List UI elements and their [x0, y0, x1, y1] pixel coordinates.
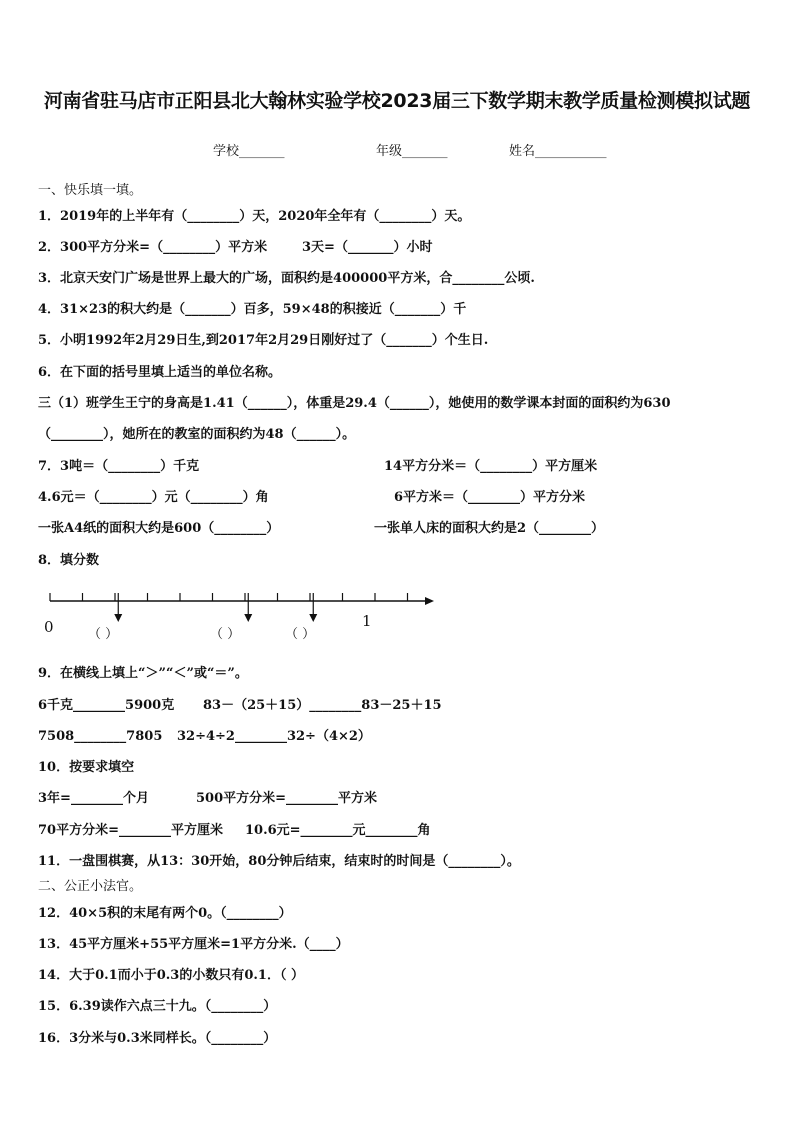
question-10b: 500平方分米=________平方米 [196, 791, 378, 806]
question-10c: 70平方分米=________平方厘米 [38, 823, 223, 838]
question-7c: 4.6元＝（________）元（________）角 [38, 490, 269, 505]
question-10d: 10.6元=________元________角 [245, 823, 431, 838]
question-7a: 7．3吨＝（________）千克 [38, 459, 200, 474]
section-heading-1: 一、快乐填一填。 [38, 183, 143, 198]
name-field[interactable]: 姓名___________ [509, 144, 607, 159]
question-1: 1．2019年的上半年有（________）天，2020年全年有（________）天。 [38, 209, 471, 224]
question-5: 5．小明1992年2月29日生,到2017年2月29日刚好过了（_______）个生日. [38, 333, 489, 348]
question-14: 14．大于0.1而小于0.3的小数只有0.1．（ ） [38, 968, 304, 983]
number-line-answer-blank[interactable]: （ ） [88, 627, 119, 642]
number-line-end-label: 1 [362, 612, 372, 630]
question-15: 15．6.39读作六点三十九。（________） [38, 999, 277, 1014]
grade-field[interactable]: 年级_______ [376, 144, 448, 159]
number-line-arrowhead [425, 597, 434, 605]
number-line-start-label: 0 [44, 618, 54, 636]
question-9d: 32÷4÷2________32÷（4×2） [177, 729, 371, 744]
question-12: 12．40×5积的末尾有两个0。（________） [38, 906, 292, 921]
number-line-pointer-head [244, 614, 252, 622]
question-9: 9．在横线上填上“＞”“＜”或“＝”。 [38, 666, 248, 681]
question-4: 4．31×23的积大约是（_______）百多，59×48的积接近（_______）千 [38, 302, 467, 317]
question-7e: 一张A4纸的面积大约是600（________） [38, 521, 280, 536]
question-10a: 3年=________个月 [38, 791, 149, 806]
question-2b: 3天=（_______）小时 [302, 240, 433, 255]
question-3: 3．北京天安门广场是世界上最大的广场，面积约是400000平方米，合________公顷. [38, 271, 535, 286]
page-title: 河南省驻马店市正阳县北大翰林实验学校2023届三下数学期末教学质量检测模拟试题 [43, 90, 751, 112]
number-line-answer-blank[interactable]: （ ） [210, 627, 241, 642]
question-6: 6．在下面的括号里填上适当的单位名称。 [38, 365, 282, 380]
number-line-pointer-head [309, 614, 317, 622]
question-11: 11．一盘围棋赛，从13：30开始，80分钟后结束，结束时的时间是（________）。 [38, 854, 520, 869]
school-field[interactable]: 学校_______ [213, 144, 285, 159]
question-2a: 2．300平方分米=（________）平方米 [38, 240, 268, 255]
question-7d: 6平方米＝（________）平方分米 [394, 490, 586, 505]
question-7f: 一张单人床的面积大约是2（________） [374, 521, 605, 536]
question-9a: 6千克________5900克 [38, 698, 175, 713]
question-10: 10．按要求填空 [38, 760, 135, 775]
section-heading-2: 二、公正小法官。 [38, 879, 143, 894]
question-16: 16．3分米与0.3米同样长。（________） [38, 1031, 277, 1046]
question-13: 13．45平方厘米+55平方厘米=1平方分米.（____） [38, 937, 349, 952]
question-6-body: 三（1）班学生王宁的身高是1.41（______），体重是29.4（______），她使用的数学课本封面的面积约为630 [38, 396, 671, 411]
number-line-pointer-head [114, 614, 122, 622]
question-6-body-cont: （________），她所在的教室的面积约为48（______）。 [38, 427, 356, 442]
question-9c: 7508________7805 [38, 729, 163, 744]
question-8: 8．填分数 [38, 553, 100, 568]
number-line-answer-blank[interactable]: （ ） [285, 627, 316, 642]
question-7b: 14平方分米＝（________）平方厘米 [384, 459, 598, 474]
question-9b: 83－（25＋15）________83－25＋15 [203, 698, 442, 713]
